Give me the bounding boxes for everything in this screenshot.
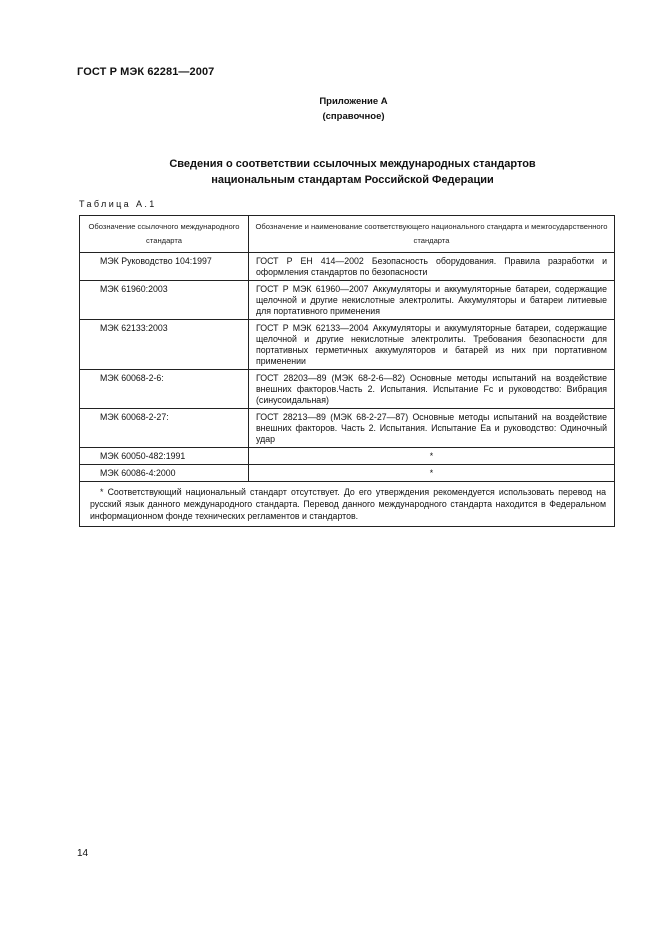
appendix-heading — [0, 94, 661, 124]
national-standard-description: ГОСТ 28213—89 (МЭК 68-2-27—87) Основные методы испытаний на воздействие внешних факторов. Часть 2. Испытания. Испытание Еа и руководство: Одиночный удар — [249, 409, 615, 448]
appendix-title: Приложение А — [319, 96, 388, 107]
national-standard-asterisk: * — [249, 465, 615, 482]
table-header-row — [80, 216, 615, 253]
table-row — [80, 253, 615, 281]
column-header-national: Обозначение и наименование соответствующего национального стандарта и межгосударственного стандарта — [249, 216, 615, 253]
table-row — [80, 409, 615, 448]
appendix-type: (справочное) — [322, 111, 385, 122]
table-label: Таблица А.1 — [79, 199, 157, 209]
document-title-line-2: национальным стандартам Российской Федерации — [211, 174, 494, 186]
table-row — [80, 448, 615, 465]
document-title-line-1: Сведения о соответствии ссылочных международных стандартов — [169, 158, 536, 170]
table-row — [80, 320, 615, 370]
correspondence-table — [79, 215, 615, 527]
international-standard-code: МЭК 60086-4:2000 — [80, 465, 249, 482]
document-title — [0, 156, 661, 188]
international-standard-code: МЭК 60068-2-6: — [80, 370, 249, 409]
table-footnote-row — [80, 482, 615, 527]
column-header-international: Обозначение ссылочного международного стандарта — [80, 216, 249, 253]
international-standard-code: МЭК Руководство 104:1997 — [80, 253, 249, 281]
international-standard-code: МЭК 60068-2-27: — [80, 409, 249, 448]
table-row — [80, 281, 615, 320]
international-standard-code: МЭК 62133:2003 — [80, 320, 249, 370]
standard-code-header: ГОСТ Р МЭК 62281—2007 — [77, 66, 215, 78]
national-standard-description: ГОСТ Р МЭК 61960—2007 Аккумуляторы и аккумуляторные батареи, содержащие щелочной и другие некислотные электролиты. Аккумуляторы и батареи литиевые для портативного применения — [249, 281, 615, 320]
table-footnote: * Соответствующий национальный стандарт отсутствует. До его утверждения рекомендуется использовать перевод на русский язык данного международного стандарта. Перевод данного международного стандарта находится в Федеральном информационном фонде технических регламентов и стандартов. — [80, 482, 615, 527]
page-number: 14 — [77, 848, 89, 859]
table-row — [80, 465, 615, 482]
national-standard-description: ГОСТ Р МЭК 62133—2004 Аккумуляторы и аккумуляторные батареи, содержащие щелочной и другие некислотные электролиты. Требования безопасности для портативных герметичных аккумуляторов и батарей из них при портативном применении — [249, 320, 615, 370]
national-standard-description: ГОСТ 28203—89 (МЭК 68-2-6—82) Основные методы испытаний на воздействие внешних факторов.Часть 2. Испытания. Испытание Fc и руководство: Вибрация (синусоидальная) — [249, 370, 615, 409]
international-standard-code: МЭК 60050-482:1991 — [80, 448, 249, 465]
national-standard-asterisk: * — [249, 448, 615, 465]
national-standard-description: ГОСТ Р ЕН 414—2002 Безопасность оборудования. Правила разработки и оформления стандартов по безопасности — [249, 253, 615, 281]
table-row — [80, 370, 615, 409]
international-standard-code: МЭК 61960:2003 — [80, 281, 249, 320]
